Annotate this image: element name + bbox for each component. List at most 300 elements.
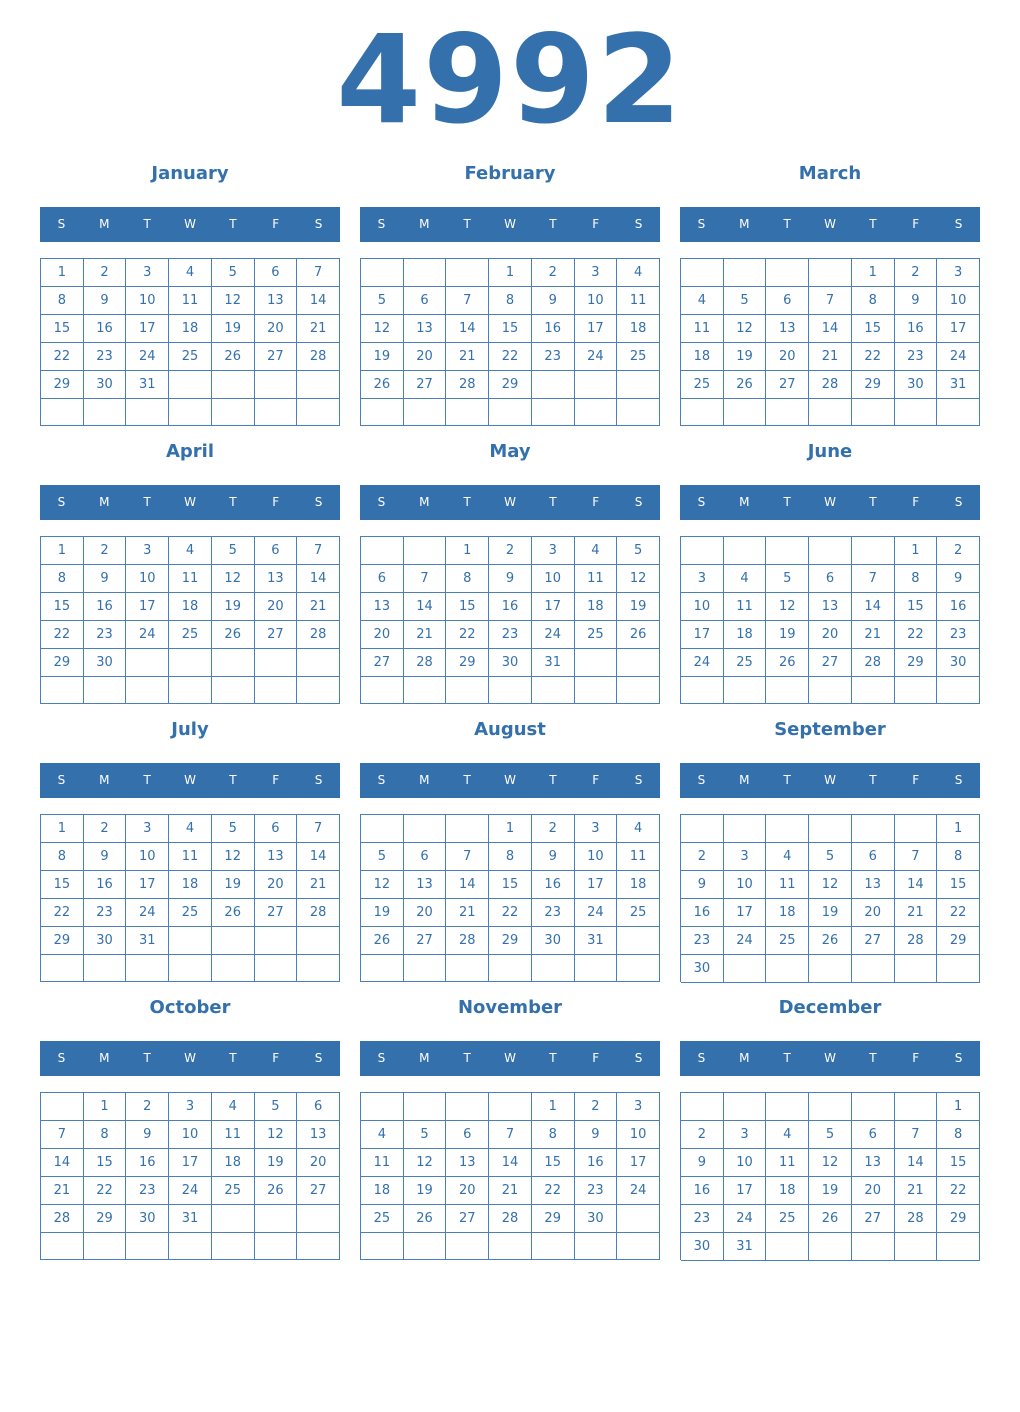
day-cell[interactable]: 5 bbox=[617, 537, 660, 565]
day-cell[interactable]: 21 bbox=[852, 621, 895, 649]
day-cell[interactable]: 26 bbox=[404, 1205, 447, 1233]
day-cell[interactable]: 30 bbox=[532, 927, 575, 955]
day-cell[interactable]: 4 bbox=[724, 565, 767, 593]
day-cell[interactable]: 29 bbox=[446, 649, 489, 677]
day-cell[interactable]: 24 bbox=[575, 343, 618, 371]
day-cell[interactable]: 17 bbox=[126, 871, 169, 899]
day-cell[interactable]: 22 bbox=[41, 343, 84, 371]
day-cell[interactable]: 9 bbox=[532, 287, 575, 315]
day-cell[interactable]: 18 bbox=[169, 593, 212, 621]
day-cell[interactable]: 15 bbox=[489, 315, 532, 343]
day-cell[interactable]: 4 bbox=[361, 1121, 404, 1149]
day-cell[interactable]: 2 bbox=[532, 815, 575, 843]
day-cell[interactable]: 31 bbox=[126, 927, 169, 955]
day-cell[interactable]: 31 bbox=[937, 371, 980, 399]
day-cell[interactable]: 12 bbox=[361, 315, 404, 343]
day-cell[interactable]: 22 bbox=[895, 621, 938, 649]
day-cell[interactable]: 3 bbox=[575, 259, 618, 287]
day-cell[interactable]: 6 bbox=[255, 537, 298, 565]
day-cell[interactable]: 29 bbox=[852, 371, 895, 399]
day-cell[interactable]: 18 bbox=[724, 621, 767, 649]
day-cell[interactable]: 21 bbox=[895, 899, 938, 927]
day-cell[interactable]: 24 bbox=[681, 649, 724, 677]
day-cell[interactable]: 8 bbox=[41, 843, 84, 871]
day-cell[interactable]: 29 bbox=[41, 927, 84, 955]
day-cell[interactable]: 11 bbox=[169, 565, 212, 593]
day-cell[interactable]: 18 bbox=[169, 871, 212, 899]
day-cell[interactable]: 24 bbox=[937, 343, 980, 371]
day-cell[interactable]: 8 bbox=[84, 1121, 127, 1149]
day-cell[interactable]: 6 bbox=[809, 565, 852, 593]
day-cell[interactable]: 2 bbox=[126, 1093, 169, 1121]
day-cell[interactable]: 6 bbox=[766, 287, 809, 315]
day-cell[interactable]: 30 bbox=[489, 649, 532, 677]
day-cell[interactable]: 26 bbox=[724, 371, 767, 399]
day-cell[interactable]: 12 bbox=[724, 315, 767, 343]
day-cell[interactable]: 18 bbox=[212, 1149, 255, 1177]
day-cell[interactable]: 25 bbox=[212, 1177, 255, 1205]
day-cell[interactable]: 22 bbox=[532, 1177, 575, 1205]
day-cell[interactable]: 9 bbox=[126, 1121, 169, 1149]
day-cell[interactable]: 30 bbox=[84, 371, 127, 399]
day-cell[interactable]: 4 bbox=[212, 1093, 255, 1121]
day-cell[interactable]: 3 bbox=[937, 259, 980, 287]
day-cell[interactable]: 23 bbox=[84, 621, 127, 649]
day-cell[interactable]: 5 bbox=[255, 1093, 298, 1121]
day-cell[interactable]: 9 bbox=[532, 843, 575, 871]
day-cell[interactable]: 4 bbox=[681, 287, 724, 315]
day-cell[interactable]: 3 bbox=[617, 1093, 660, 1121]
day-cell[interactable]: 26 bbox=[809, 927, 852, 955]
day-cell[interactable]: 30 bbox=[681, 1233, 724, 1261]
day-cell[interactable]: 14 bbox=[446, 871, 489, 899]
day-cell[interactable]: 26 bbox=[212, 899, 255, 927]
day-cell[interactable]: 26 bbox=[809, 1205, 852, 1233]
day-cell[interactable]: 30 bbox=[84, 649, 127, 677]
day-cell[interactable]: 6 bbox=[361, 565, 404, 593]
day-cell[interactable]: 1 bbox=[532, 1093, 575, 1121]
day-cell[interactable]: 5 bbox=[361, 843, 404, 871]
day-cell[interactable]: 27 bbox=[446, 1205, 489, 1233]
day-cell[interactable]: 25 bbox=[169, 621, 212, 649]
day-cell[interactable]: 4 bbox=[575, 537, 618, 565]
day-cell[interactable]: 16 bbox=[681, 899, 724, 927]
day-cell[interactable]: 9 bbox=[84, 843, 127, 871]
day-cell[interactable]: 1 bbox=[895, 537, 938, 565]
day-cell[interactable]: 22 bbox=[446, 621, 489, 649]
day-cell[interactable]: 4 bbox=[169, 537, 212, 565]
day-cell[interactable]: 6 bbox=[404, 843, 447, 871]
day-cell[interactable]: 26 bbox=[255, 1177, 298, 1205]
day-cell[interactable]: 15 bbox=[937, 1149, 980, 1177]
day-cell[interactable]: 19 bbox=[617, 593, 660, 621]
day-cell[interactable]: 14 bbox=[446, 315, 489, 343]
day-cell[interactable]: 23 bbox=[532, 343, 575, 371]
day-cell[interactable]: 2 bbox=[84, 815, 127, 843]
day-cell[interactable]: 17 bbox=[532, 593, 575, 621]
day-cell[interactable]: 16 bbox=[895, 315, 938, 343]
day-cell[interactable]: 27 bbox=[361, 649, 404, 677]
day-cell[interactable]: 9 bbox=[575, 1121, 618, 1149]
day-cell[interactable]: 15 bbox=[41, 593, 84, 621]
day-cell[interactable]: 17 bbox=[724, 1177, 767, 1205]
day-cell[interactable]: 11 bbox=[681, 315, 724, 343]
day-cell[interactable]: 13 bbox=[361, 593, 404, 621]
day-cell[interactable]: 20 bbox=[404, 899, 447, 927]
day-cell[interactable]: 3 bbox=[532, 537, 575, 565]
day-cell[interactable]: 29 bbox=[489, 927, 532, 955]
day-cell[interactable]: 23 bbox=[937, 621, 980, 649]
day-cell[interactable]: 30 bbox=[895, 371, 938, 399]
day-cell[interactable]: 19 bbox=[212, 871, 255, 899]
day-cell[interactable]: 18 bbox=[575, 593, 618, 621]
day-cell[interactable]: 23 bbox=[575, 1177, 618, 1205]
day-cell[interactable]: 7 bbox=[852, 565, 895, 593]
day-cell[interactable]: 13 bbox=[852, 1149, 895, 1177]
day-cell[interactable]: 16 bbox=[575, 1149, 618, 1177]
day-cell[interactable]: 29 bbox=[937, 1205, 980, 1233]
day-cell[interactable]: 18 bbox=[681, 343, 724, 371]
day-cell[interactable]: 5 bbox=[212, 259, 255, 287]
day-cell[interactable]: 22 bbox=[84, 1177, 127, 1205]
day-cell[interactable]: 29 bbox=[41, 649, 84, 677]
day-cell[interactable]: 18 bbox=[169, 315, 212, 343]
day-cell[interactable]: 27 bbox=[297, 1177, 340, 1205]
day-cell[interactable]: 25 bbox=[766, 927, 809, 955]
day-cell[interactable]: 29 bbox=[532, 1205, 575, 1233]
day-cell[interactable]: 1 bbox=[41, 537, 84, 565]
day-cell[interactable]: 2 bbox=[895, 259, 938, 287]
day-cell[interactable]: 17 bbox=[937, 315, 980, 343]
day-cell[interactable]: 3 bbox=[724, 1121, 767, 1149]
day-cell[interactable]: 12 bbox=[212, 565, 255, 593]
day-cell[interactable]: 25 bbox=[169, 899, 212, 927]
day-cell[interactable]: 25 bbox=[724, 649, 767, 677]
day-cell[interactable]: 22 bbox=[489, 343, 532, 371]
day-cell[interactable]: 30 bbox=[937, 649, 980, 677]
day-cell[interactable]: 23 bbox=[84, 899, 127, 927]
day-cell[interactable]: 4 bbox=[169, 815, 212, 843]
day-cell[interactable]: 22 bbox=[852, 343, 895, 371]
day-cell[interactable]: 16 bbox=[84, 315, 127, 343]
day-cell[interactable]: 3 bbox=[126, 537, 169, 565]
day-cell[interactable]: 14 bbox=[852, 593, 895, 621]
day-cell[interactable]: 12 bbox=[255, 1121, 298, 1149]
day-cell[interactable]: 26 bbox=[766, 649, 809, 677]
day-cell[interactable]: 16 bbox=[489, 593, 532, 621]
day-cell[interactable]: 19 bbox=[404, 1177, 447, 1205]
day-cell[interactable]: 21 bbox=[297, 315, 340, 343]
day-cell[interactable]: 30 bbox=[84, 927, 127, 955]
day-cell[interactable]: 26 bbox=[361, 371, 404, 399]
day-cell[interactable]: 14 bbox=[297, 287, 340, 315]
day-cell[interactable]: 10 bbox=[126, 565, 169, 593]
day-cell[interactable]: 19 bbox=[212, 315, 255, 343]
day-cell[interactable]: 2 bbox=[532, 259, 575, 287]
day-cell[interactable]: 17 bbox=[169, 1149, 212, 1177]
day-cell[interactable]: 5 bbox=[766, 565, 809, 593]
day-cell[interactable]: 21 bbox=[809, 343, 852, 371]
day-cell[interactable]: 28 bbox=[404, 649, 447, 677]
day-cell[interactable]: 6 bbox=[852, 1121, 895, 1149]
day-cell[interactable]: 1 bbox=[937, 815, 980, 843]
day-cell[interactable]: 17 bbox=[724, 899, 767, 927]
day-cell[interactable]: 19 bbox=[809, 1177, 852, 1205]
day-cell[interactable]: 8 bbox=[489, 843, 532, 871]
day-cell[interactable]: 26 bbox=[361, 927, 404, 955]
day-cell[interactable]: 22 bbox=[937, 899, 980, 927]
day-cell[interactable]: 15 bbox=[852, 315, 895, 343]
day-cell[interactable]: 20 bbox=[446, 1177, 489, 1205]
day-cell[interactable]: 8 bbox=[41, 287, 84, 315]
day-cell[interactable]: 29 bbox=[84, 1205, 127, 1233]
day-cell[interactable]: 19 bbox=[212, 593, 255, 621]
day-cell[interactable]: 13 bbox=[852, 871, 895, 899]
day-cell[interactable]: 9 bbox=[84, 565, 127, 593]
day-cell[interactable]: 28 bbox=[297, 899, 340, 927]
day-cell[interactable]: 28 bbox=[297, 621, 340, 649]
day-cell[interactable]: 3 bbox=[575, 815, 618, 843]
day-cell[interactable]: 28 bbox=[895, 927, 938, 955]
day-cell[interactable]: 2 bbox=[84, 537, 127, 565]
day-cell[interactable]: 17 bbox=[126, 593, 169, 621]
day-cell[interactable]: 11 bbox=[169, 287, 212, 315]
day-cell[interactable]: 23 bbox=[126, 1177, 169, 1205]
day-cell[interactable]: 6 bbox=[255, 259, 298, 287]
day-cell[interactable]: 27 bbox=[404, 371, 447, 399]
day-cell[interactable]: 19 bbox=[361, 343, 404, 371]
day-cell[interactable]: 7 bbox=[297, 259, 340, 287]
day-cell[interactable]: 10 bbox=[724, 1149, 767, 1177]
day-cell[interactable]: 15 bbox=[895, 593, 938, 621]
day-cell[interactable]: 22 bbox=[41, 899, 84, 927]
day-cell[interactable]: 23 bbox=[532, 899, 575, 927]
day-cell[interactable]: 26 bbox=[617, 621, 660, 649]
day-cell[interactable]: 21 bbox=[895, 1177, 938, 1205]
day-cell[interactable]: 14 bbox=[41, 1149, 84, 1177]
day-cell[interactable]: 18 bbox=[617, 315, 660, 343]
day-cell[interactable]: 14 bbox=[895, 871, 938, 899]
day-cell[interactable]: 3 bbox=[126, 259, 169, 287]
day-cell[interactable]: 8 bbox=[446, 565, 489, 593]
day-cell[interactable]: 20 bbox=[809, 621, 852, 649]
day-cell[interactable]: 30 bbox=[126, 1205, 169, 1233]
day-cell[interactable]: 24 bbox=[169, 1177, 212, 1205]
day-cell[interactable]: 8 bbox=[937, 843, 980, 871]
day-cell[interactable]: 19 bbox=[255, 1149, 298, 1177]
day-cell[interactable]: 9 bbox=[681, 1149, 724, 1177]
day-cell[interactable]: 20 bbox=[766, 343, 809, 371]
day-cell[interactable]: 12 bbox=[212, 287, 255, 315]
day-cell[interactable]: 11 bbox=[575, 565, 618, 593]
day-cell[interactable]: 28 bbox=[852, 649, 895, 677]
day-cell[interactable]: 20 bbox=[852, 1177, 895, 1205]
day-cell[interactable]: 10 bbox=[681, 593, 724, 621]
day-cell[interactable]: 5 bbox=[361, 287, 404, 315]
day-cell[interactable]: 7 bbox=[489, 1121, 532, 1149]
day-cell[interactable]: 28 bbox=[895, 1205, 938, 1233]
day-cell[interactable]: 24 bbox=[724, 1205, 767, 1233]
day-cell[interactable]: 18 bbox=[766, 1177, 809, 1205]
day-cell[interactable]: 15 bbox=[532, 1149, 575, 1177]
day-cell[interactable]: 23 bbox=[489, 621, 532, 649]
day-cell[interactable]: 5 bbox=[212, 537, 255, 565]
day-cell[interactable]: 14 bbox=[809, 315, 852, 343]
day-cell[interactable]: 10 bbox=[937, 287, 980, 315]
day-cell[interactable]: 15 bbox=[937, 871, 980, 899]
day-cell[interactable]: 25 bbox=[681, 371, 724, 399]
day-cell[interactable]: 24 bbox=[532, 621, 575, 649]
day-cell[interactable]: 1 bbox=[446, 537, 489, 565]
day-cell[interactable]: 30 bbox=[575, 1205, 618, 1233]
day-cell[interactable]: 7 bbox=[446, 843, 489, 871]
day-cell[interactable]: 31 bbox=[126, 371, 169, 399]
day-cell[interactable]: 11 bbox=[766, 1149, 809, 1177]
day-cell[interactable]: 27 bbox=[255, 343, 298, 371]
day-cell[interactable]: 9 bbox=[489, 565, 532, 593]
day-cell[interactable]: 10 bbox=[126, 843, 169, 871]
day-cell[interactable]: 22 bbox=[41, 621, 84, 649]
day-cell[interactable]: 27 bbox=[766, 371, 809, 399]
day-cell[interactable]: 28 bbox=[446, 371, 489, 399]
day-cell[interactable]: 19 bbox=[361, 899, 404, 927]
day-cell[interactable]: 13 bbox=[446, 1149, 489, 1177]
day-cell[interactable]: 13 bbox=[255, 565, 298, 593]
day-cell[interactable]: 12 bbox=[809, 1149, 852, 1177]
day-cell[interactable]: 23 bbox=[84, 343, 127, 371]
day-cell[interactable]: 27 bbox=[809, 649, 852, 677]
day-cell[interactable]: 3 bbox=[724, 843, 767, 871]
day-cell[interactable]: 23 bbox=[681, 1205, 724, 1233]
day-cell[interactable]: 22 bbox=[489, 899, 532, 927]
day-cell[interactable]: 5 bbox=[809, 843, 852, 871]
day-cell[interactable]: 10 bbox=[575, 843, 618, 871]
day-cell[interactable]: 6 bbox=[255, 815, 298, 843]
day-cell[interactable]: 16 bbox=[84, 871, 127, 899]
day-cell[interactable]: 25 bbox=[617, 899, 660, 927]
day-cell[interactable]: 24 bbox=[575, 899, 618, 927]
day-cell[interactable]: 1 bbox=[489, 259, 532, 287]
day-cell[interactable]: 7 bbox=[404, 565, 447, 593]
day-cell[interactable]: 15 bbox=[446, 593, 489, 621]
day-cell[interactable]: 12 bbox=[809, 871, 852, 899]
day-cell[interactable]: 31 bbox=[724, 1233, 767, 1261]
day-cell[interactable]: 31 bbox=[532, 649, 575, 677]
day-cell[interactable]: 7 bbox=[41, 1121, 84, 1149]
day-cell[interactable]: 27 bbox=[852, 927, 895, 955]
day-cell[interactable]: 17 bbox=[681, 621, 724, 649]
day-cell[interactable]: 2 bbox=[575, 1093, 618, 1121]
day-cell[interactable]: 11 bbox=[212, 1121, 255, 1149]
day-cell[interactable]: 7 bbox=[895, 1121, 938, 1149]
day-cell[interactable]: 7 bbox=[446, 287, 489, 315]
day-cell[interactable]: 20 bbox=[297, 1149, 340, 1177]
day-cell[interactable]: 25 bbox=[575, 621, 618, 649]
day-cell[interactable]: 27 bbox=[404, 927, 447, 955]
day-cell[interactable]: 16 bbox=[126, 1149, 169, 1177]
day-cell[interactable]: 25 bbox=[361, 1205, 404, 1233]
day-cell[interactable]: 3 bbox=[126, 815, 169, 843]
day-cell[interactable]: 11 bbox=[361, 1149, 404, 1177]
day-cell[interactable]: 31 bbox=[575, 927, 618, 955]
day-cell[interactable]: 21 bbox=[489, 1177, 532, 1205]
day-cell[interactable]: 13 bbox=[404, 315, 447, 343]
day-cell[interactable]: 17 bbox=[617, 1149, 660, 1177]
day-cell[interactable]: 16 bbox=[532, 871, 575, 899]
day-cell[interactable]: 3 bbox=[681, 565, 724, 593]
day-cell[interactable]: 12 bbox=[617, 565, 660, 593]
day-cell[interactable]: 20 bbox=[361, 621, 404, 649]
day-cell[interactable]: 6 bbox=[852, 843, 895, 871]
day-cell[interactable]: 14 bbox=[297, 565, 340, 593]
day-cell[interactable]: 8 bbox=[532, 1121, 575, 1149]
day-cell[interactable]: 23 bbox=[895, 343, 938, 371]
day-cell[interactable]: 11 bbox=[617, 843, 660, 871]
day-cell[interactable]: 1 bbox=[937, 1093, 980, 1121]
day-cell[interactable]: 4 bbox=[617, 259, 660, 287]
day-cell[interactable]: 7 bbox=[297, 537, 340, 565]
day-cell[interactable]: 13 bbox=[297, 1121, 340, 1149]
day-cell[interactable]: 21 bbox=[297, 593, 340, 621]
day-cell[interactable]: 10 bbox=[575, 287, 618, 315]
day-cell[interactable]: 20 bbox=[255, 593, 298, 621]
day-cell[interactable]: 2 bbox=[681, 843, 724, 871]
day-cell[interactable]: 22 bbox=[937, 1177, 980, 1205]
day-cell[interactable]: 9 bbox=[895, 287, 938, 315]
day-cell[interactable]: 4 bbox=[766, 1121, 809, 1149]
day-cell[interactable]: 30 bbox=[681, 955, 724, 983]
day-cell[interactable]: 20 bbox=[852, 899, 895, 927]
day-cell[interactable]: 15 bbox=[84, 1149, 127, 1177]
day-cell[interactable]: 8 bbox=[852, 287, 895, 315]
day-cell[interactable]: 31 bbox=[169, 1205, 212, 1233]
day-cell[interactable]: 17 bbox=[126, 315, 169, 343]
day-cell[interactable]: 14 bbox=[489, 1149, 532, 1177]
day-cell[interactable]: 18 bbox=[766, 899, 809, 927]
day-cell[interactable]: 18 bbox=[361, 1177, 404, 1205]
day-cell[interactable]: 2 bbox=[84, 259, 127, 287]
day-cell[interactable]: 14 bbox=[404, 593, 447, 621]
day-cell[interactable]: 12 bbox=[766, 593, 809, 621]
day-cell[interactable]: 12 bbox=[212, 843, 255, 871]
day-cell[interactable]: 8 bbox=[895, 565, 938, 593]
day-cell[interactable]: 25 bbox=[617, 343, 660, 371]
day-cell[interactable]: 27 bbox=[255, 899, 298, 927]
day-cell[interactable]: 29 bbox=[489, 371, 532, 399]
day-cell[interactable]: 24 bbox=[126, 343, 169, 371]
day-cell[interactable]: 23 bbox=[681, 927, 724, 955]
day-cell[interactable]: 20 bbox=[255, 315, 298, 343]
day-cell[interactable]: 19 bbox=[809, 899, 852, 927]
day-cell[interactable]: 13 bbox=[766, 315, 809, 343]
day-cell[interactable]: 21 bbox=[404, 621, 447, 649]
day-cell[interactable]: 21 bbox=[446, 899, 489, 927]
day-cell[interactable]: 5 bbox=[724, 287, 767, 315]
day-cell[interactable]: 5 bbox=[212, 815, 255, 843]
day-cell[interactable]: 29 bbox=[895, 649, 938, 677]
day-cell[interactable]: 12 bbox=[404, 1149, 447, 1177]
day-cell[interactable]: 4 bbox=[617, 815, 660, 843]
day-cell[interactable]: 11 bbox=[766, 871, 809, 899]
day-cell[interactable]: 25 bbox=[766, 1205, 809, 1233]
day-cell[interactable]: 28 bbox=[297, 343, 340, 371]
day-cell[interactable]: 28 bbox=[41, 1205, 84, 1233]
day-cell[interactable]: 2 bbox=[681, 1121, 724, 1149]
day-cell[interactable]: 10 bbox=[617, 1121, 660, 1149]
day-cell[interactable]: 27 bbox=[255, 621, 298, 649]
day-cell[interactable]: 19 bbox=[724, 343, 767, 371]
day-cell[interactable]: 13 bbox=[255, 287, 298, 315]
